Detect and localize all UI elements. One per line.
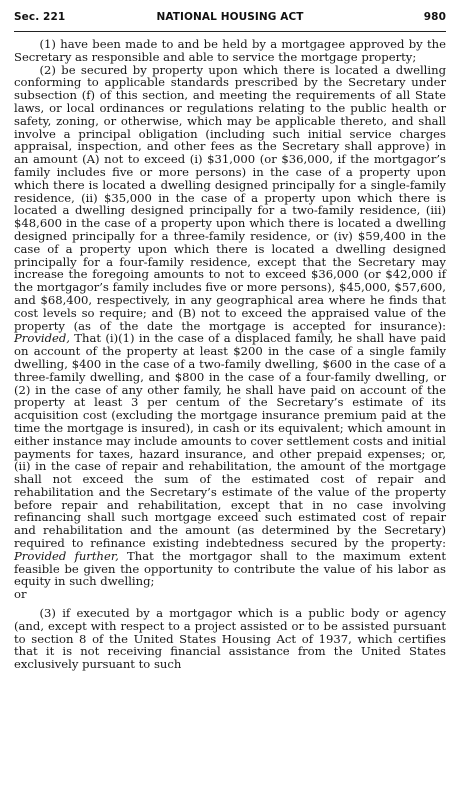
section-number: Sec. 221 xyxy=(14,11,66,23)
proviso-provided-further: Provided further, xyxy=(14,548,119,563)
header-rule xyxy=(14,31,446,32)
running-title: NATIONAL HOUSING ACT xyxy=(156,11,304,23)
connector-or xyxy=(14,588,446,601)
paragraph-1-text: (1) have been made to and be held by a mortgagee approved by the Secretary as responsible and able to service the mortgage property; xyxy=(14,37,446,64)
paragraph-3-text: (3) if executed by a mortgagor which is a public body or agency (and, except with respect to a project assisted or to be assisted pursuant to section 8 of the United States Housing Act of 1937, which certifies that it is not receiving financial assistance from the United States exclusively pursuant to such xyxy=(14,606,446,672)
proviso-provided: Provided, xyxy=(14,331,70,346)
paragraph-2-text-middle: That (i)(1) in the case of a displaced family, he shall have paid on account of the property at least $200 in the case of a single family dwelling, $400 in the case of a two-family dwelling, $600 in the case of a three-family dwelling, and $800 in the case of a four-family dwelling, or (2) in the case of any other family, he shall have paid on account of the property at least 3 per centum of the Secretary’s estimate of its acquisition cost (excluding the mortgage insurance premium paid at the time the mortgage is insured), in cash or its equivalent; which amount in either instance may include amounts to cover settlement costs and initial payments for taxes, hazard insurance, and other prepaid expenses; or, (ii) in the case of repair and rehabilitation, the amount of the mortgage shall not exceed the sum of the estimated cost of repair and rehabilitation and the Secretary’s estimate of the value of the property before repair and rehabilitation, except that in no case involving refinancing shall such mortgage exceed such estimated cost of repair and rehabilitation and the amount (as determined by the Secretary) required to refinance existing indebtedness secured by the property: xyxy=(14,331,447,551)
connector-or-text: or xyxy=(14,587,27,602)
paragraph-1 xyxy=(14,38,446,64)
paragraph-2 xyxy=(14,64,446,589)
paragraph-3 xyxy=(14,607,446,671)
page-number: 980 xyxy=(423,11,446,23)
body-text xyxy=(14,38,446,671)
paragraph-2-text-start: (2) be secured by property upon which there is located a dwelling conforming to applicable standards prescribed by the Secretary under subsection (f) of this section, and meeting the requirements of all State laws, or local ordinances or regulations relating to the public health or safety, zoning, or otherwise, which may be applicable thereto, and shall involve a principal obligation (including such initial service charges appraisal, inspection, and other fees as the Secretary shall approve) in an amount (A) not to exceed (i) $31,000 (or $36,000, if the mortgagor’s family includes five or more persons) in the case of a property upon which there is located a dwelling designed principally for a single-family residence, (ii) $35,000 in the case of a property upon which there is located a dwelling designed principally for a two-family residence, (iii) $48,600 in the case of a property upon which there is located a dwelling designed principally for a three-family residence, or (iv) $59,400 in the case of a property upon which there is located a dwelling designed principally for a four-family residence, except that the Secretary may increase the foregoing amounts to not to exceed $36,000 (or $42,000 if the mortgagor’s family includes five or more persons), $45,000, $57,600, and $68,400, respectively, in any geographical area where he finds that cost levels so require; and (B) not to exceed the appraised value of the property (as of the date the mortgage is accepted for insurance): xyxy=(14,62,446,333)
paragraph-2-text-end: That the mortgagor shall to the maximum extent feasible be given the opportunity to contribute the value of his labor as equity in such dwelling; xyxy=(14,548,446,589)
running-header xyxy=(14,11,446,29)
